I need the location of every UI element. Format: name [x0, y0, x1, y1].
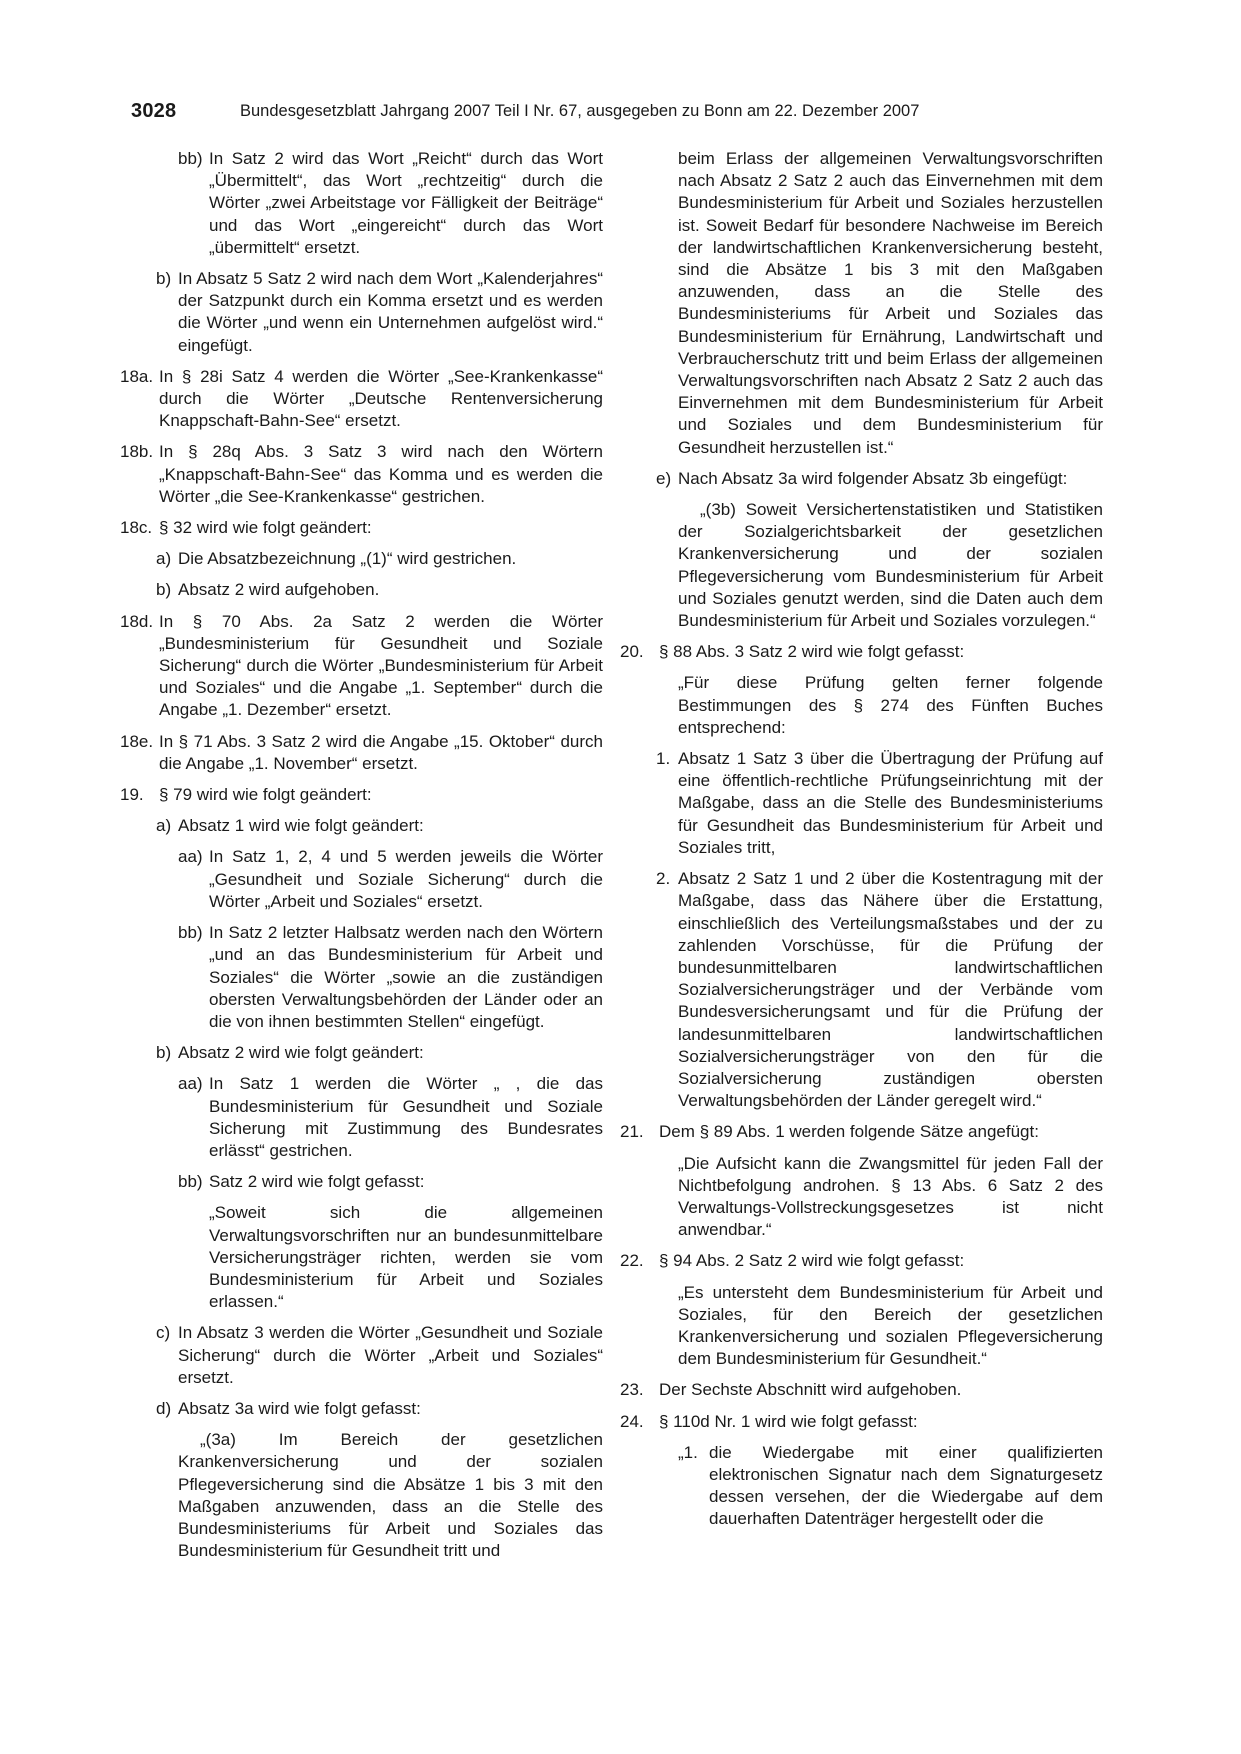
item-text: In Absatz 3 werden die Wörter „Gesundheit und Soziale Sicherung“ durch die Wörter „Arbeit und Soziales“ ersetzt.: [178, 1323, 603, 1387]
item-text: „Die Aufsicht kann die Zwangsmittel für jeden Fall der Nichtbefolgung androhen. § 13 Abs. 6 Satz 2 des Verwaltungs-Vollstreckungsgesetzes ist nicht anwendbar.“: [678, 1153, 1103, 1240]
list-item: [120, 611, 603, 722]
item-label: 18b.: [120, 442, 154, 462]
item-text: Der Sechste Abschnitt wird aufgehoben.: [659, 1380, 962, 1400]
list-item: [178, 1073, 603, 1162]
item-text: Absatz 2 wird aufgehoben.: [178, 580, 380, 600]
list-item: [120, 731, 603, 775]
item-label: e): [656, 468, 672, 488]
item-label: b): [156, 580, 172, 600]
item-label: 21.: [620, 1122, 644, 1142]
gazette-title: Bundesgesetzblatt Jahrgang 2007 Teil I Nr. 67, ausgegeben zu Bonn am 22. Dezember 2007: [240, 102, 920, 120]
list-item: [156, 1042, 603, 1064]
paragraph: [678, 1153, 1103, 1242]
paragraph: [178, 1429, 603, 1562]
list-item: [620, 1250, 1103, 1272]
item-text: „(3a) Im Bereich der gesetzlichen Krankenversicherung und der sozialen Pflegeversicherung sind die Absätze 1 bis 3 mit den Maßgaben anzuwenden, dass an die Stelle des Bundesministeriums für Arbeit und Soziales das Bundesministerium für Gesundheit tritt und: [178, 1430, 603, 1561]
item-text: In § 28q Abs. 3 Satz 3 wird nach den Wörtern „Knappschaft-Bahn-See“ das Komma und es werden die Wörter „die See-Krankenkasse“ gestrichen.: [159, 442, 603, 506]
item-text: § 110d Nr. 1 wird wie folgt gefasst:: [659, 1411, 918, 1431]
paragraph: [678, 148, 1103, 459]
list-item: [656, 748, 1103, 859]
item-text: Die Absatzbezeichnung „(1)“ wird gestrichen.: [178, 549, 517, 569]
item-text: Absatz 2 wird wie folgt geändert:: [178, 1043, 424, 1063]
right-column: [620, 148, 1103, 1540]
list-item: [656, 868, 1103, 1112]
item-label: 18d.: [120, 611, 154, 631]
list-item: [120, 517, 603, 539]
page-number: 3028: [131, 100, 177, 122]
item-text: § 88 Abs. 3 Satz 2 wird wie folgt gefasst:: [659, 642, 965, 662]
item-text: Absatz 2 Satz 1 und 2 über die Kostentragung mit der Maßgabe, dass das Nähere über die Erstattung, einschließlich des Verteilungsmaßstabes und der zu zahlenden Vorschüsse, für die Prüfung der bundesunmittelbaren landwirtschaftlichen Sozialversicherungsträger und der Verbände vom Bundesversicherungsamt und für die Prüfung der landesunmittelbaren landwirtschaftlichen Sozialversicherungsträger von den für die Sozialversicherung zuständigen obersten Verwaltungsbehörden der Länder geregelt wird.“: [678, 869, 1103, 1111]
item-label: „1.: [678, 1442, 698, 1462]
item-label: 18c.: [120, 518, 153, 538]
item-text: In § 71 Abs. 3 Satz 2 wird die Angabe „15. Oktober“ durch die Angabe „1. November“ ersetzt.: [159, 731, 603, 773]
item-label: 2.: [656, 869, 671, 889]
item-text: Nach Absatz 3a wird folgender Absatz 3b eingefügt:: [678, 468, 1068, 488]
list-item: [156, 548, 603, 570]
item-label: d): [156, 1398, 172, 1418]
item-label: 18a.: [120, 366, 154, 386]
item-text: In Absatz 5 Satz 2 wird nach dem Wort „Kalenderjahres“ der Satzpunkt durch ein Komma ersetzt und es werden die Wörter „und wenn ein Unternehmen aufgelöst wird.“ eingefügt.: [178, 269, 603, 355]
list-item: [178, 846, 603, 913]
paragraph: [678, 1282, 1103, 1371]
list-item: [178, 922, 603, 1033]
item-text: Absatz 1 wird wie folgt geändert:: [178, 816, 424, 836]
list-item: [120, 366, 603, 433]
list-item: [620, 641, 1103, 663]
list-item: [178, 1171, 603, 1193]
item-text: „Es untersteht dem Bundesministerium für Arbeit und Soziales, für den Bereich der gesetzlichen Krankenversicherung und sozialen Pflegeversicherung dem Bundesministerium für Gesundheit.“: [678, 1282, 1103, 1369]
item-text: In Satz 2 wird das Wort „Reicht“ durch das Wort „Übermittelt“, das Wort „rechtzeitig“ durch die Wörter „zwei Arbeitstage vor Fälligkeit der Beiträge“ und das Wort „eingereicht“ durch das Wort „übermittelt“ ersetzt.: [209, 149, 603, 257]
item-label: 18e.: [120, 731, 154, 751]
item-text: die Wiedergabe mit einer qualifizierten elektronischen Signatur nach dem Signaturgesetz dessen versehen, der die Wiedergabe auf dem dauerhaften Datenträger hergestellt oder die: [709, 1442, 1103, 1529]
list-item: [120, 441, 603, 508]
item-label: 19.: [120, 785, 144, 805]
paragraph: [678, 672, 1103, 739]
item-text: Satz 2 wird wie folgt gefasst:: [209, 1172, 425, 1192]
item-label: a): [156, 816, 172, 836]
item-text: In Satz 2 letzter Halbsatz werden nach den Wörtern „und an das Bundesministerium für Arbeit und Soziales“ die Wörter „sowie an die zuständigen obersten Verwaltungsbehörden der Länder oder an die von ihnen bestimmten Stellen“ eingefügt.: [209, 923, 603, 1031]
item-label: a): [156, 549, 172, 569]
list-item: [156, 815, 603, 837]
left-column: [120, 148, 603, 1571]
list-item: [178, 148, 603, 259]
list-item: [620, 1379, 1103, 1401]
item-label: aa): [178, 1074, 203, 1094]
item-text: In § 28i Satz 4 werden die Wörter „See-Krankenkasse“ durch die Wörter „Deutsche Rentenversicherung Knappschaft-Bahn-See“ ersetzt.: [159, 366, 603, 431]
list-item: [620, 1411, 1103, 1433]
item-label: 24.: [620, 1411, 644, 1431]
item-text: Absatz 3a wird wie folgt gefasst:: [178, 1398, 421, 1418]
item-text: § 79 wird wie folgt geändert:: [159, 785, 372, 805]
list-item: [120, 784, 603, 806]
item-text: „(3b) Soweit Versichertenstatistiken und Statistiken der Sozialgerichtsbarkeit der gesetzlichen Krankenversicherung und der sozialen Pflegeversicherung vom Bundesministerium für Arbeit und Soziales genutzt werden, sind die Daten auch dem Bundesministerium für Arbeit und Soziales vorzulegen.“: [678, 500, 1103, 631]
item-text: Dem § 89 Abs. 1 werden folgende Sätze angefügt:: [659, 1122, 1039, 1142]
paragraph: [678, 499, 1103, 632]
list-item: [620, 1121, 1103, 1143]
item-text: In Satz 1 werden die Wörter „ , die das Bundesministerium für Gesundheit und Soziale Sicherung mit Zustimmung des Bundesrates erlässt“ gestrichen.: [209, 1074, 603, 1160]
item-text: „Für diese Prüfung gelten ferner folgende Bestimmungen des § 274 des Fünften Buches entsprechend:: [678, 673, 1103, 737]
list-item: [156, 1322, 603, 1389]
list-item: [156, 579, 603, 601]
item-label: c): [156, 1323, 171, 1343]
item-text: In Satz 1, 2, 4 und 5 werden jeweils die Wörter „Gesundheit und Soziale Sicherung“ durch die Wörter „Arbeit und Soziales“ ersetzt.: [209, 847, 603, 911]
page-header: [131, 100, 1111, 128]
item-label: 20.: [620, 642, 644, 662]
list-item: [156, 1398, 603, 1420]
item-text: § 94 Abs. 2 Satz 2 wird wie folgt gefasst:: [659, 1251, 965, 1271]
item-label: aa): [178, 847, 203, 867]
item-label: bb): [178, 1172, 203, 1192]
item-label: 23.: [620, 1380, 644, 1400]
item-label: 22.: [620, 1251, 644, 1271]
item-text: beim Erlass der allgemeinen Verwaltungsvorschriften nach Absatz 2 Satz 2 auch das Einvernehmen mit dem Bundesministerium für Arbeit und Soziales herzustellen ist. Soweit Bedarf für besondere Nachweise im Bereich der landwirtschaftlichen Krankenversicherung besteht, sind die Absätze 1 bis 3 mit den Maßgaben anzuwenden, dass an die Stelle des Bundesministeriums für Arbeit und Soziales das Bundesministerium für Ernährung, Landwirtschaft und Verbraucherschutz tritt und beim Erlass der allgemeinen Verwaltungsvorschriften nach Absatz 2 Satz 2 auch das Einvernehmen mit dem Bundesministerium für Arbeit und Soziales und dem Bundesministerium für Gesundheit herzustellen ist.“: [678, 149, 1103, 457]
item-text: In § 70 Abs. 2a Satz 2 werden die Wörter „Bundesministerium für Gesundheit und Soziale Sicherung“ durch die Wörter „Bundesministerium für Arbeit und Soziales“ und die Angabe „1. September“ durch die Angabe „1. Dezember“ ersetzt.: [159, 611, 603, 720]
item-label: bb): [178, 149, 203, 168]
list-item: [678, 1442, 1103, 1531]
item-label: b): [156, 1043, 172, 1063]
item-label: 1.: [656, 749, 671, 769]
list-item: [656, 468, 1103, 490]
item-text: „Soweit sich die allgemeinen Verwaltungsvorschriften nur an bundesunmittelbare Versicherungsträger richten, werden sie vom Bundesministerium für Arbeit und Soziales erlassen.“: [209, 1203, 603, 1312]
item-label: b): [156, 269, 172, 289]
item-label: bb): [178, 923, 203, 943]
paragraph: [209, 1202, 603, 1313]
item-text: Absatz 1 Satz 3 über die Übertragung der Prüfung auf eine öffentlich-rechtliche Prüfungseinrichtung mit der Maßgabe, dass an die Stelle des Bundesministeriums für Gesundheit das Bundesministerium für Arbeit und Soziales tritt,: [678, 749, 1103, 857]
item-text: § 32 wird wie folgt geändert:: [159, 518, 372, 538]
list-item: [156, 268, 603, 357]
